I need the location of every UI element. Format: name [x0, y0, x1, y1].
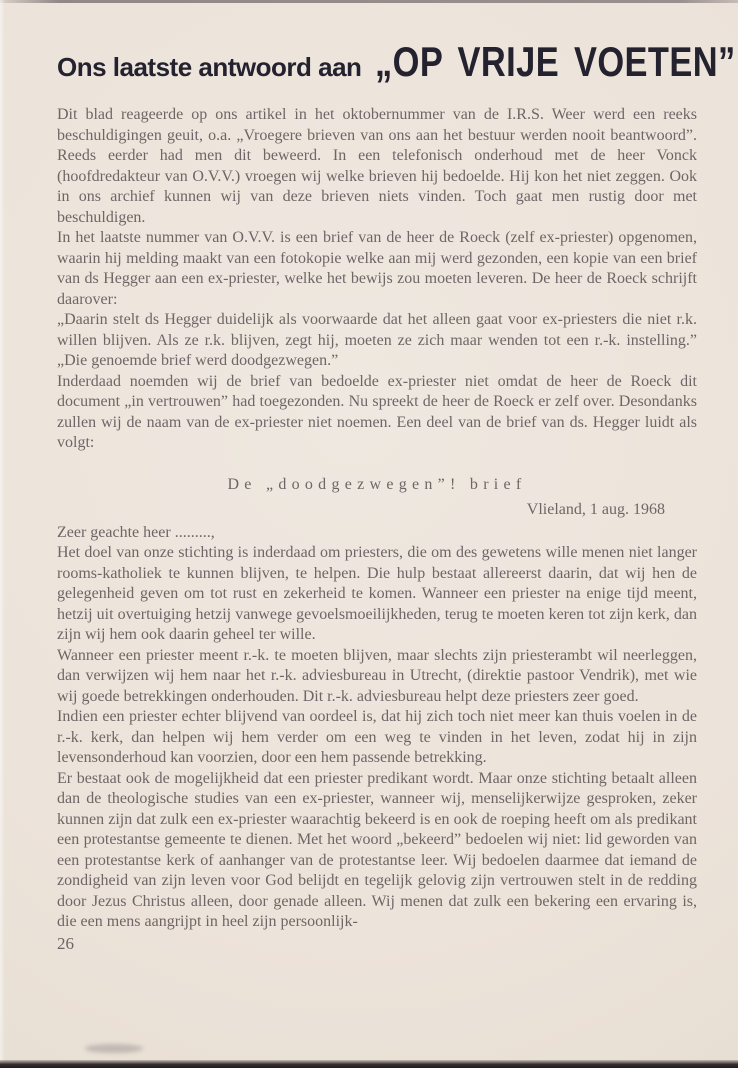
letter-paragraph-4: Er bestaat ook de mogelijkheid dat een priester predikant wordt. Maar onze stichting betaalt alleen dan de theologische studies van een ex-priester, wanneer wij, menselijkerwijze gesproken, zeker kunnen zijn dat zulk een ex-priester waarachtig bekeerd is en ook de roeping heeft om als predikant een protestantse gemeente te dienen. Met het woord „bekeerd” bedoelen wij niet: lid geworden van een protestantse kerk of aanhanger van de protestantse leer. Wij bedoelen daarmee dat iemand de zondigheid van zijn leven voor God belijdt en tegelijk gelovig zijn vertrouwen stelt in de redding door Jezus Christus alleen, door genade alleen. Wij menen dat zulk een bekering een ervaring is, die een mens aangrijpt in heel zijn persoonlijk-	[57, 769, 697, 930]
letter-paragraph-3: Indien een priester echter blijvend van oordeel is, dat hij zich toch niet meer kan thuis voelen in de r.-k. kerk, dan helpen wij hem verder om een weg te vinden in het leven, zodat hij in zijn levensonderhoud kan voorzien, door een hem passende betrekking.	[57, 708, 697, 766]
letter-heading: De „doodgezwegen”! brief	[227, 475, 527, 493]
article-title-prefix: Ons laatste antwoord aan	[57, 52, 362, 82]
letter-paragraph-2: Wanneer een priester meent r.-k. te moeten blijven, maar slechts zijn priesterambt wil neerleggen, dan verwijzen wij hem naar het r.-k. adviesbureau in Utrecht, (direktie pastoor Vendrik), met wie wij goede betrekkingen onderhouden. Dit r.-k. adviesbureau helpt deze priesters zeer goed.	[57, 646, 697, 705]
article-body	[57, 105, 697, 954]
article-paragraph-4: Inderdaad noemden wij de brief van bedoelde ex-priester niet omdat de heer de Roeck dit document „in vertrouwen” had toegezonden. Nu spreekt de heer de Roeck er zelf over. Desondanks zullen wij de naam van de ex-priester niet noemen. Een deel van de brief van ds. Hegger luidt als volgt:	[57, 372, 697, 451]
letter-salutation: Zeer geachte heer .........,	[57, 523, 215, 541]
article-paragraph-1: Dit blad reageerde op ons artikel in het oktobernummer van de I.R.S. Weer werd een reeks beschuldigingen geuit, o.a. „Vroegere brieven van ons aan het bestuur werden nooit beantwoord”. Reeds eerder had men dit beweerd. In een telefonisch onderhoud met de heer Vonck (hoofdredakteur van O.V.V.) vroegen wij welke brieven hij bedoelde. Hij kon het niet zeggen. Ook in ons archief kunnen wij van deze brieven niets vinden. Toch gaat men rustig door met beschuldigen.	[57, 106, 697, 226]
scan-smudge	[85, 1044, 143, 1053]
article-title-quoted: „OP VRIJE VOETEN”	[375, 38, 737, 85]
article-title	[57, 38, 737, 86]
page-number: 26	[57, 933, 74, 953]
letter-paragraph-1: Het doel van onze stichting is inderdaad om priesters, die om des gewetens wille menen niet langer rooms-katholiek te kunnen blijven, te helpen. Die hulp bestaat allereerst daarin, dat wij hen de gelegenheid geven om tot rust en zekerheid te komen. Wanneer een priester na enige tijd meent, hetzij uit overtuiging hetzij vanwege gevoelsmoeilijkheden, terug te moeten keren tot zijn kerk, dan zijn wij hem ook daarin geheel ter wille.	[57, 544, 697, 643]
letter-dateline: Vlieland, 1 aug. 1968	[526, 501, 665, 518]
article-paragraph-3: „Daarin stelt ds Hegger duidelijk als voorwaarde dat het alleen gaat voor ex-priesters die niet r.k. willen blijven. Als ze r.k. blijven, zegt hij, moeten ze zich maar wenden tot een r.-k. instelling.” „Die genoemde brief werd doodgezwegen.”	[57, 311, 697, 369]
article-paragraph-2: In het laatste nummer van O.V.V. is een brief van de heer de Roeck (zelf ex-priester) opgenomen, waarin hij melding maakt van een fotokopie welke aan mij werd gezonden, een kopie van een brief van ds Hegger aan een ex-priester, welke het bewijs zou moeten leveren. De heer de Roeck schrijft daarover:	[57, 229, 697, 308]
scan-edge-bottom	[0, 1060, 738, 1068]
